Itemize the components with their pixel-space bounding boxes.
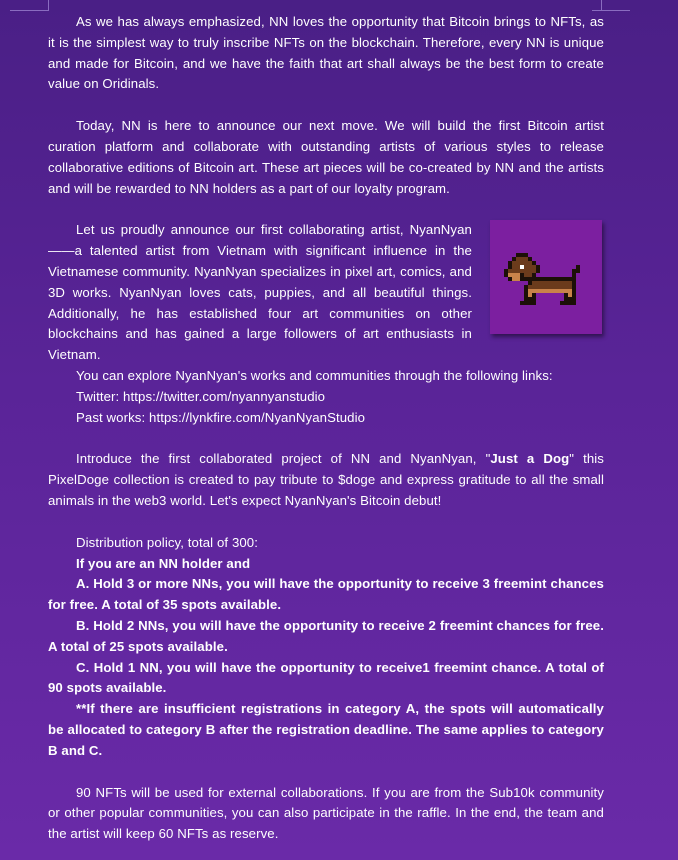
page-corner-mark xyxy=(601,0,602,11)
distribution-holder-line: If you are an NN holder and xyxy=(76,555,251,571)
page-corner-mark xyxy=(48,0,49,11)
past-works-link[interactable]: Past works: https://lynkfire.com/NyanNyanStudio xyxy=(76,409,366,425)
distribution-option-a: A. Hold 3 or more NNs, you will have the opportunity to receive 3 freemint chances for free. A total of 35 spots available. xyxy=(48,576,604,613)
project-text-post: " this PixelDoge collection is created to pay tribute to $doge and express gratitude to all the small animals in the web3 world. Let's expect NyanNyan's Bitcoin debut! xyxy=(48,451,604,508)
project-paragraph xyxy=(48,449,604,511)
pixel-dachshund-icon xyxy=(504,244,588,310)
artist-paragraph: Let us proudly announce our first collaborating artist, NyanNyan——a talented artist from Vietnam with significant influence in the Vietnamese community. NyanNyan specializes in pixel art, comics, and 3D works. NyanNyan loves cats, puppies, and all beautiful things. Additionally, he has established four art communities on other blockchains and has gained a large followers of art enthusiasts in Vietnam. xyxy=(48,222,472,363)
page-corner-mark xyxy=(10,10,48,11)
intro-paragraph: As we has always emphasized, NN loves the opportunity that Bitcoin brings to NFTs, as it is the simplest way to truly inscribe NFTs on the blockchain. Therefore, every NN is unique and made for Bitcoin, and we have the faith that art shall always be the best form to create value on Oridinals. xyxy=(48,14,604,92)
distribution-note: **If there are insufficient registrations in category A, the spots will automatically be allocated to category B after the registration deadline. The same applies to category B and C. xyxy=(48,701,604,758)
twitter-link[interactable]: Twitter: https://twitter.com/nyannyanstudio xyxy=(76,388,326,404)
project-title: Just a Dog xyxy=(490,451,570,467)
distribution-option-c: C. Hold 1 NN, you will have the opportunity to receive1 freemint chance. A total of 90 spots available. xyxy=(48,659,604,696)
reserve-paragraph: 90 NFTs will be used for external collaborations. If you are from the Sub10k community or other popular communities, you can also participate in the raffle. In the end, the team and the artist will keep 60 NFTs as reserve. xyxy=(48,784,604,842)
distribution-title: Distribution policy, total of 300: xyxy=(76,534,259,550)
pixel-dog-image xyxy=(490,220,602,334)
document-body xyxy=(48,12,604,845)
project-text-pre: Introduce the first collaborated project of NN and NyanNyan, " xyxy=(76,451,491,467)
links-intro: You can explore NyanNyan's works and communities through the following links: xyxy=(76,367,553,383)
announcement-paragraph: Today, NN is here to announce our next move. We will build the first Bitcoin artist curation platform and collaborate with outstanding artists of various styles to release collaborative editions of Bitcoin art. These art pieces will be co-created by NN and the artists and will be rewarded to NN holders as a part of our loyalty program. xyxy=(48,118,604,196)
page-corner-mark xyxy=(592,10,630,11)
artist-section xyxy=(48,220,604,366)
distribution-option-b: B. Hold 2 NNs, you will have the opportunity to receive 2 freemint chances for free. A total of 25 spots available. xyxy=(48,617,604,654)
